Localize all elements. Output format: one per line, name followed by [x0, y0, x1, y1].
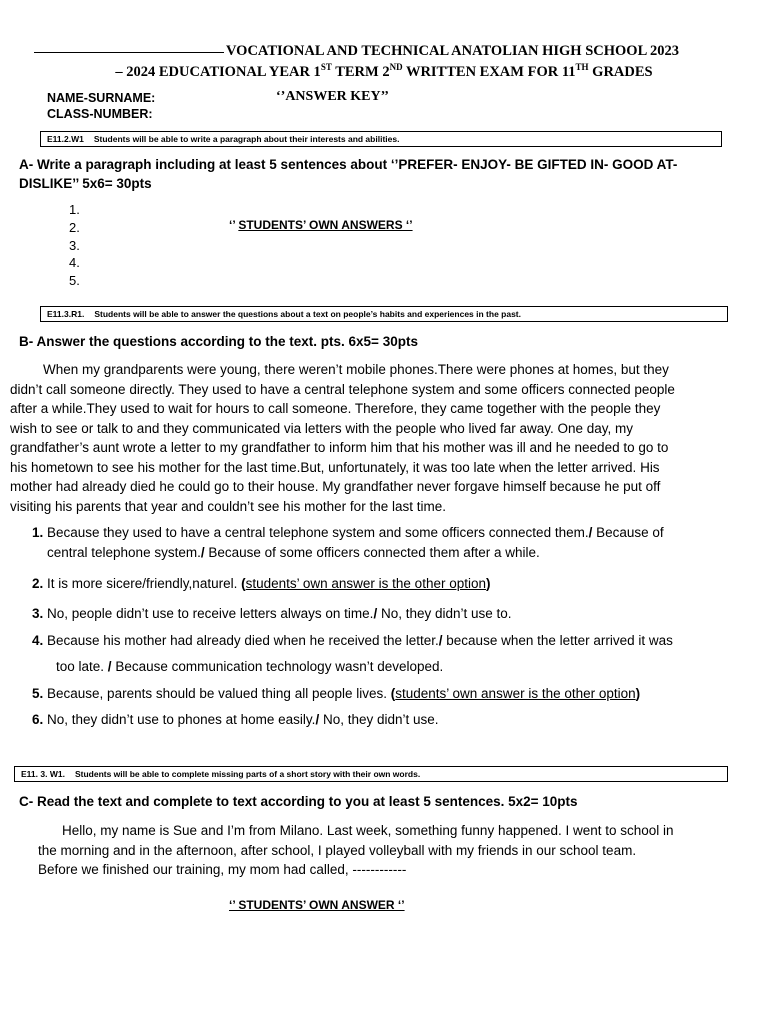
story-text-c: Hello, my name is Sue and I’m from Milano. Last week, something funny happened. I went to school in the morning and in the afternoon, after school, I played volleyball with my friends in our school team. Before we finished our training, my mom had called, ------------ — [38, 823, 674, 877]
students-own-answer-c: ‘’ STUDENTS’ OWN ANSWER ‘’ — [229, 898, 405, 912]
answer-6: 6. No, they didn’t use to phones at home easily./ No, they didn’t use. — [32, 712, 439, 727]
list-item: 1. — [69, 202, 80, 217]
question-c: C- Read the text and complete to text according to you at least 5 sentences. 5x2= 10pts — [19, 794, 578, 809]
question-b: B- Answer the questions according to the text. pts. 6x5= 30pts — [19, 334, 418, 349]
answer-4: 4. Because his mother had already died when he received the letter./ because when the letter arrived it was — [32, 633, 673, 648]
answer-1-cont: central telephone system./ Because of some officers connected them after a while. — [47, 545, 540, 560]
answer-4-cont: too late. / Because communication technology wasn’t developed. — [56, 659, 444, 674]
exam-title-line2: – 2024 EDUCATIONAL YEAR 1ST TERM 2ND WRITTEN EXAM FOR 11TH GRADES — [115, 62, 653, 80]
answer-2: 2. It is more sicere/friendly,naturel. (students’ own answer is the other option) — [32, 576, 491, 591]
list-item: 2. — [69, 219, 80, 235]
list-item: 4. — [69, 255, 80, 271]
answer-5: 5. Because, parents should be valued thing all people lives. (students’ own answer is the other option) — [32, 686, 641, 701]
students-own-answers-a: ‘’ STUDENTS’ OWN ANSWERS ‘’ — [229, 218, 413, 232]
exam-title-line1: VOCATIONAL AND TECHNICAL ANATOLIAN HIGH SCHOOL 2023 — [34, 43, 724, 60]
list-item: 3. — [69, 237, 80, 253]
title-underline-blank — [34, 52, 224, 53]
class-number-label: CLASS-NUMBER: — [47, 107, 153, 121]
answer-key-title: ‘’ANSWER KEY’’ — [276, 89, 389, 104]
objective-box-c: E11. 3. W1. Students will be able to complete missing parts of a short story with their own words. — [14, 766, 728, 782]
objective-box-b: E11.3.R1. Students will be able to answer the questions about a text on people’s habits and experiences in the past. — [40, 306, 728, 322]
list-item: 5. — [69, 273, 80, 289]
reading-text-b: When my grandparents were young, there weren’t mobile phones.There were phones at homes, but they didn’t call someone directly. They used to have a central telephone system and some officers connected people after a while.They used to wait for hours to call someone. Therefore, they came together with the people they wish to see or talk to and they communicated via letters with the people who lived far away. One day, my grandfather’s aunt wrote a letter to my grandfather to inform him that his mother was ill and he needed to go to his hometown to see his mother for the last time.But, unfortunately, it was too late when the letter arrived. His mother had already died he could go to their house. My grandfather never forgave himself because he put off visiting his parents that year and couldn’t see his mother for the last time. — [10, 362, 675, 514]
name-surname-label: NAME-SURNAME: — [47, 91, 156, 105]
question-a: A- Write a paragraph including at least 5 sentences about ‘’PREFER- ENJOY- BE GIFTED IN- GOOD AT- DISLIKE’’ 5x6= 30pts — [19, 157, 678, 191]
objective-box-a: E11.2.W1 Students will be able to write a paragraph about their interests and abilities. — [40, 131, 722, 147]
answer-1: 1. Because they used to have a central telephone system and some officers connected them./ Because of — [32, 525, 664, 540]
answer-list-a — [69, 201, 80, 290]
answer-3: 3. No, people didn’t use to receive letters always on time./ No, they didn’t use to. — [32, 606, 512, 621]
